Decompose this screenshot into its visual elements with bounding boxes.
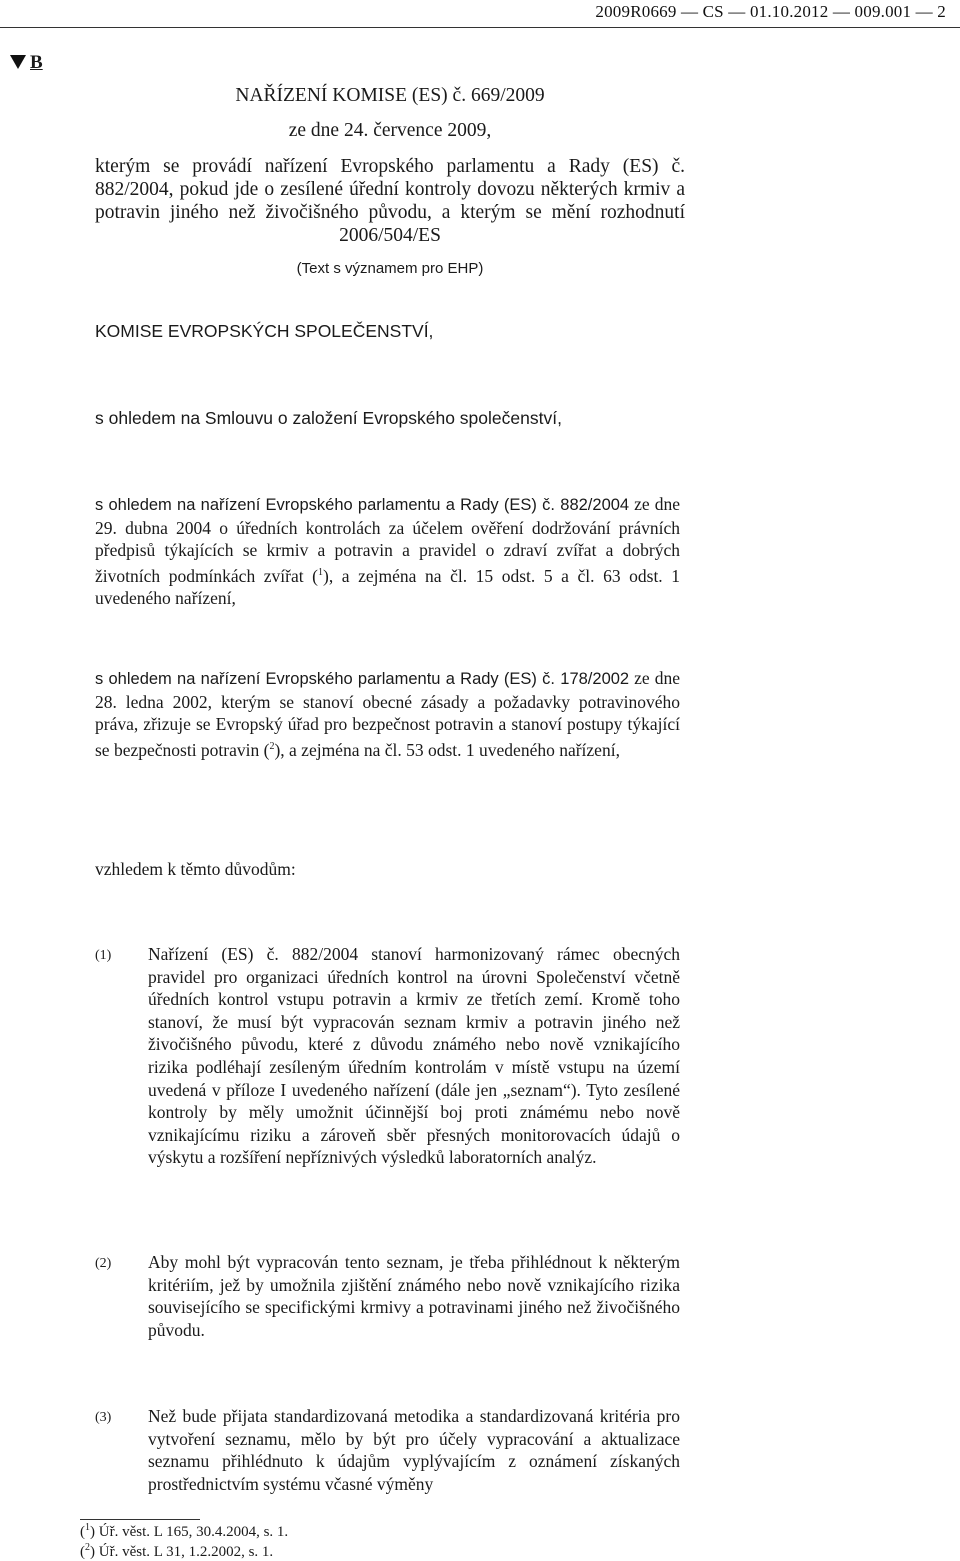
having-regard-regulation-882	[95, 493, 680, 610]
recital-1	[95, 943, 680, 1169]
recital-text: Nařízení (ES) č. 882/2004 stanoví harmonizovaný rámec obecných pravidel pro organizaci úředních kontrol na úrovni Společenství včetně úředních kontrol vstupu potravin a krmiv ze třetích zemí. Kromě toho stanoví, že musí být vypracován seznam krmiv a potravin jiného než živočišného původu, které z důvodu známého nebo nově vznikajícího rizika podléhají zesíleným úředním kontrolám v místě vstupu na území uvedená v příloze I uvedeného nařízení (dále jen „seznam“). Tyto zesílené kontroly by měly umožnit účinnější boj proti známému nebo nově vznikajícímu riziku a zároveň sběr přesných monitorovacích údajů o výskytu a rozšíření nepříznivých výsledků laboratorních analýz.	[148, 944, 680, 1168]
having-regard-treaty: s ohledem na Smlouvu o založení Evropského společenství,	[95, 408, 562, 428]
header-rule	[0, 27, 960, 28]
having-regard-lead: s ohledem na nařízení Evropského parlamentu a Rady (ES) č. 178/2002	[95, 670, 630, 688]
recital-3	[95, 1405, 680, 1495]
recital-text: Než bude přijata standardizovaná metodika a standardizovaná kritéria pro vytvoření seznamu, mělo by být pro účely vypracování a aktualizace seznamu přihlédnuto k údajům vyplývajícím z oznámení získaných prostřednictvím systému včasné výměny	[148, 1406, 680, 1494]
regulation-date: ze dne 24. července 2009,	[288, 120, 492, 141]
having-regard-regulation-178	[95, 667, 680, 761]
footnote-text: Úř. věst. L 165, 30.4.2004, s. 1.	[98, 1524, 289, 1540]
having-regard-lead: s ohledem na nařízení Evropského parlamentu a Rady (ES) č. 882/2004	[95, 496, 630, 514]
having-regard-text: ze dne 28. ledna 2002, kterým se stanoví obecné zásady a požadavky potravinového práva, zřizuje se Evropský úřad pro bezpečnost potravin a stanoví postupy týkající se bezpečnosti potravin (	[95, 668, 680, 760]
footnote-1: ($^1$) Úř. věst. L 165, 30.4.2004, s. 1.	[80, 1522, 289, 1540]
recital-number: (3)	[95, 1410, 112, 1425]
marker-label: B	[30, 52, 43, 73]
recital-number: (2)	[95, 1256, 112, 1271]
having-regard-text-end: ), a zejména na čl. 53 odst. 1 uvedeného nařízení,	[274, 739, 620, 760]
footnote-separator	[80, 1519, 200, 1520]
footnote-number: 2	[85, 1542, 90, 1553]
footnote-ref: 1	[318, 566, 324, 578]
recital-text: Aby mohl být vypracován tento seznam, je třeba přihlédnout k některým kritériím, jež by umožnila zjištění známého nebo nově vznikajícího rizika souvisejícího se specifickými krmivy a potravinami jiného než živočišného původu.	[148, 1252, 680, 1340]
footnote-ref: 2	[269, 740, 275, 752]
document-reference-header: 2009R0669 — CS — 01.10.2012 — 009.001 — 2	[595, 2, 946, 21]
issuing-authority: KOMISE EVROPSKÝCH SPOLEČENSTVÍ,	[95, 321, 434, 341]
footnote-number: 1	[85, 1522, 90, 1533]
having-regard-text-end: ), a zejména na čl. 15 odst. 5 a čl. 63 odst. 1 uvedeného nařízení,	[95, 565, 681, 609]
regulation-subject: kterým se provádí nařízení Evropského parlamentu a Rady (ES) č. 882/2004, pokud jde o zesílené úřední kontroly dovozu některých krmiv a potravin jiného než živočišného původu, a kterým se mění rozhodnutí 2006/504/ES	[95, 156, 685, 246]
footnote-2: ($^2$) Úř. věst. L 31, 1.2.2002, s. 1.	[80, 1542, 274, 1560]
whereas-intro: vzhledem k těmto důvodům:	[95, 859, 296, 879]
recital-number: (1)	[95, 948, 112, 963]
footnote-text: Úř. věst. L 31, 1.2.2002, s. 1.	[98, 1544, 274, 1560]
regulation-title: NAŘÍZENÍ KOMISE (ES) č. 669/2009	[235, 85, 545, 106]
eea-relevance-note: (Text s významem pro EHP)	[296, 260, 484, 277]
amendment-marker	[10, 52, 43, 74]
having-regard-text: ze dne 29. dubna 2004 o úředních kontrolách za účelem ověření dodržování právních předpisů týkajících se krmiv a potravin a pravidel o zdraví zvířat a dobrých životních podmínkách zvířat (	[95, 494, 680, 586]
triangle-down-icon	[10, 55, 26, 69]
recital-2	[95, 1251, 680, 1341]
